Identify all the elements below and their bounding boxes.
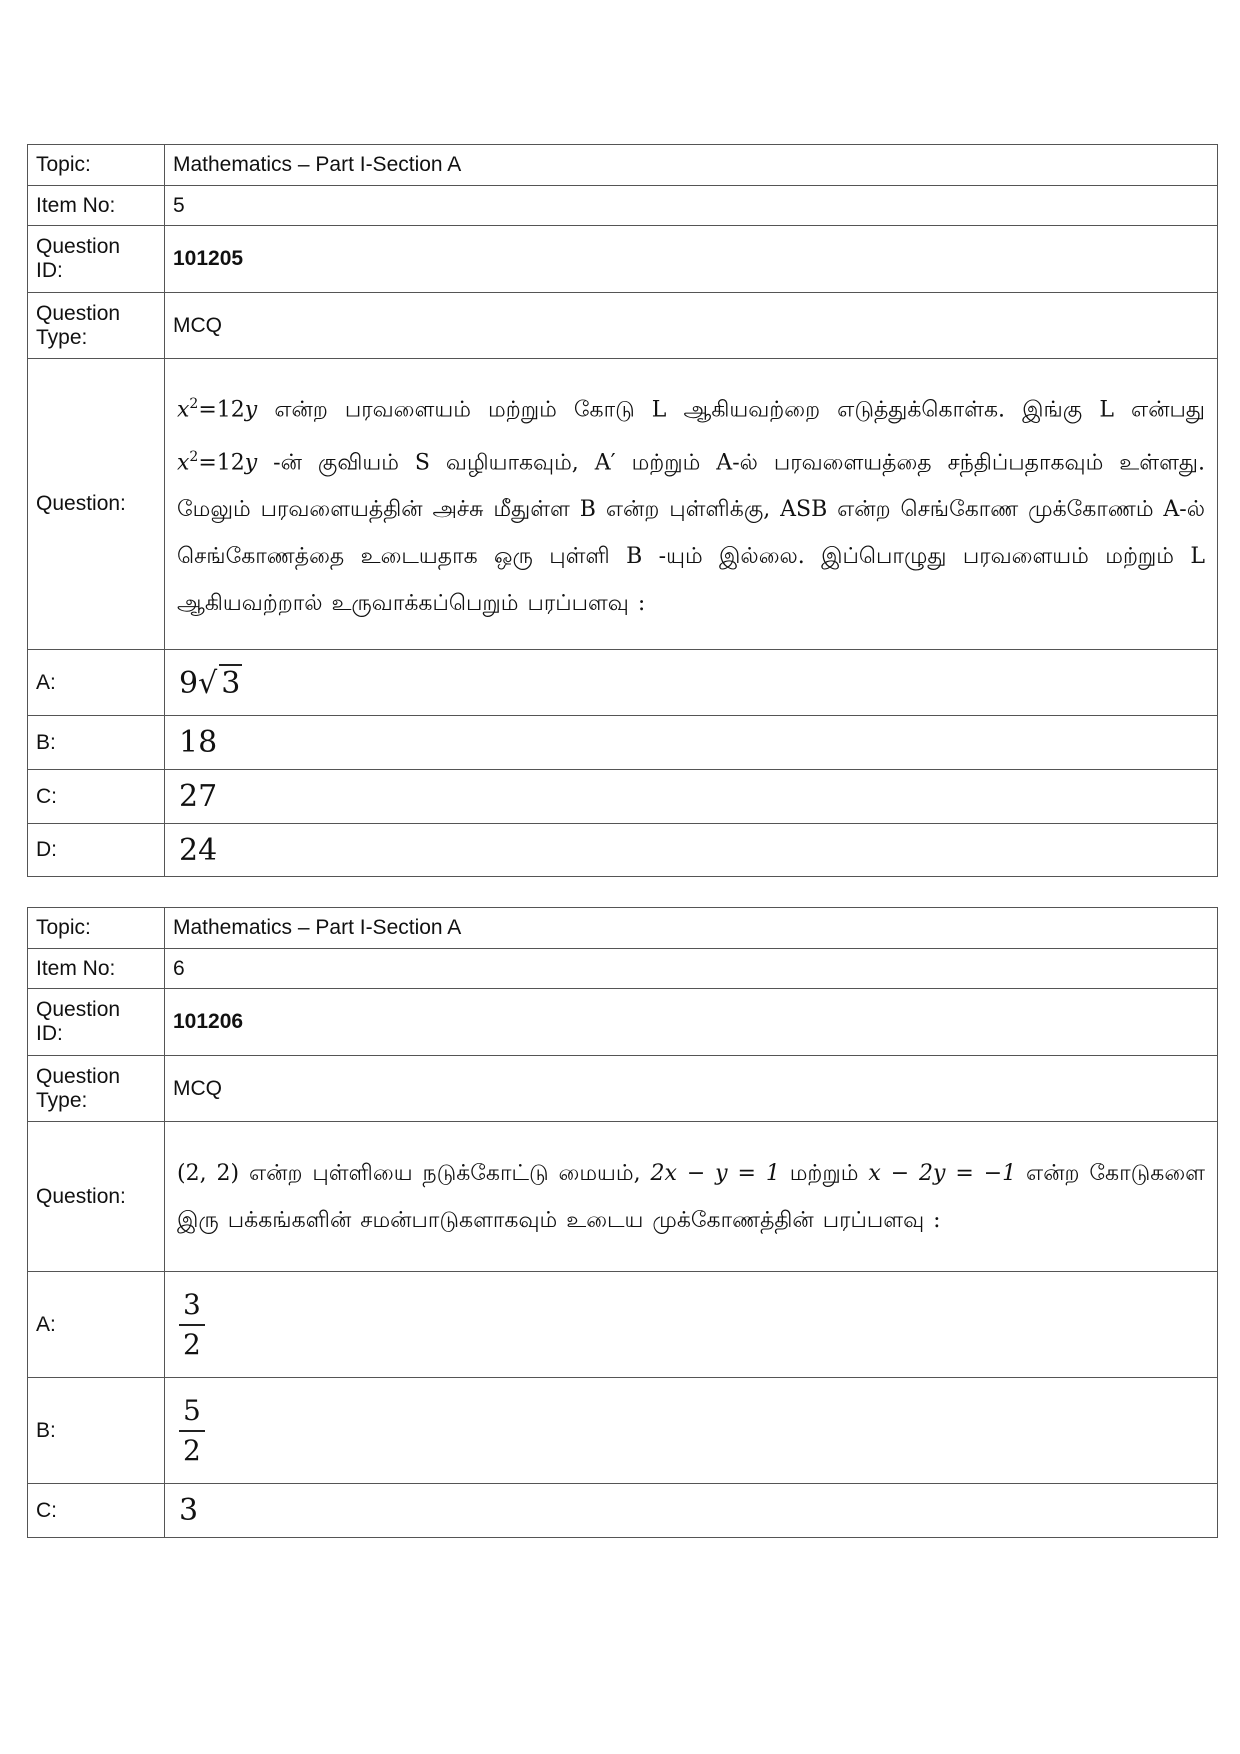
option-a-label: A: (28, 650, 165, 716)
topic-label: Topic: (28, 145, 165, 186)
question-text: (2, 2) என்ற புள்ளியை நடுக்கோட்டு மையம், 2x − y = 1 மற்றும் x − 2y = −1 என்ற கோடுகளை இரு பக்கங்களின் சமன்பாடுகளாகவும் உடைய முக்கோணத்தின் பரப்பளவு : (165, 1122, 1218, 1272)
fraction: $\frac{3}{2}$ (179, 1288, 205, 1362)
question-type-value: MCQ (165, 1056, 1218, 1122)
option-b-label: B: (28, 716, 165, 770)
option-a-value: 9√ 3 (165, 650, 1218, 716)
option-d-label: D: (28, 824, 165, 877)
item-no-label: Item No: (28, 186, 165, 226)
topic-label: Topic: (28, 908, 165, 949)
topic-value: Mathematics – Part I-Section A (165, 908, 1218, 949)
question-id-value: 101205 (165, 226, 1218, 293)
question-id-label: Question ID: (28, 989, 165, 1056)
option-a-value (165, 1272, 1218, 1378)
option-a-label: A: (28, 1272, 165, 1378)
question-type-label: Question Type: (28, 1056, 165, 1122)
question-id-value: 101206 (165, 989, 1218, 1056)
question-label: Question: (28, 359, 165, 650)
question-type-label: Question Type: (28, 293, 165, 359)
question-id-label: Question ID: (28, 226, 165, 293)
option-c-value: 3 (165, 1484, 1218, 1538)
option-c-label: C: (28, 770, 165, 824)
option-d-value: 24 (165, 824, 1218, 877)
item-no-value: 5 (165, 186, 1218, 226)
option-b-label: B: (28, 1378, 165, 1484)
question-card-item-6 (27, 907, 1218, 1538)
option-b-value: 18 (165, 716, 1218, 770)
option-c-label: C: (28, 1484, 165, 1538)
topic-value: Mathematics – Part I-Section A (165, 145, 1218, 186)
option-c-value: 27 (165, 770, 1218, 824)
question-card-item-5 (27, 144, 1218, 877)
question-label: Question: (28, 1122, 165, 1272)
option-b-value (165, 1378, 1218, 1484)
question-type-value: MCQ (165, 293, 1218, 359)
question-text: $x^2=12y$ என்ற பரவளையம் மற்றும் கோடு L ஆகியவற்றை எடுத்துக்கொள்க. இங்கு L என்பது $x^2=12y$ -ன் குவியம் S வழியாகவும், A′ மற்றும் A-ல் பரவளையத்தை சந்திப்பதாகவும் உள்ளது. மேலும் பரவளையத்தின் அச்சு மீதுள்ள B என்ற புள்ளிக்கு, ASB என்ற செங்கோண முக்கோணம் A-ல் செங்கோணத்தை உடையதாக ஒரு புள்ளி B -யும் இல்லை. இப்பொழுது பரவளையம் மற்றும் L ஆகியவற்றால் உருவாக்கப்பெறும் பரப்பளவு : (165, 359, 1218, 650)
item-no-value: 6 (165, 949, 1218, 989)
fraction: $\frac{5}{2}$ (179, 1394, 205, 1468)
item-no-label: Item No: (28, 949, 165, 989)
